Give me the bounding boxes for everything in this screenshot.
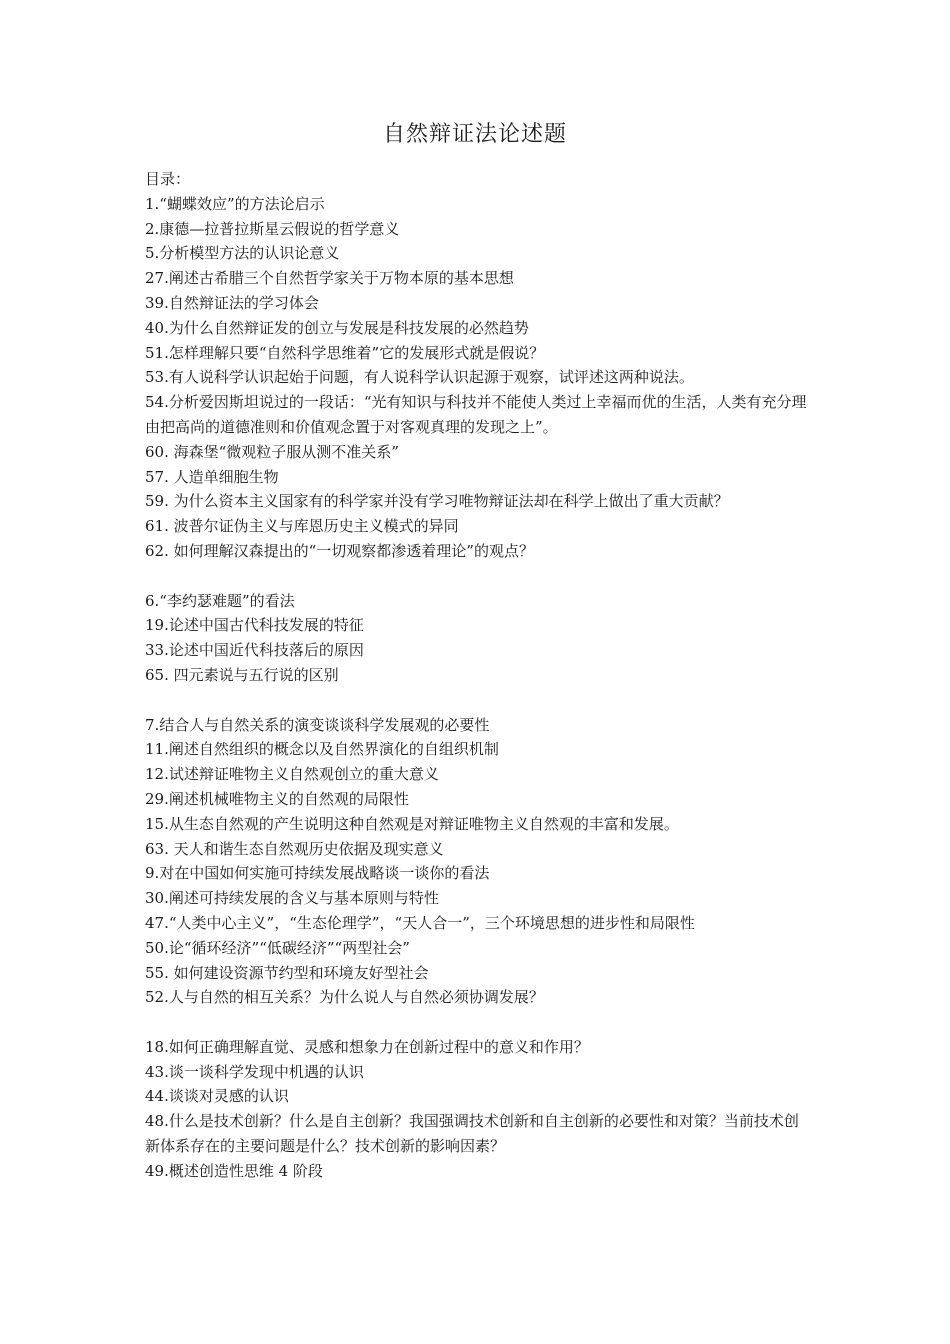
- toc-item: 65. 四元素说与五行说的区别: [145, 665, 339, 684]
- toc-item: 53.有人说科学认识起始于问题，有人说科学认识起源于观察，试评述这两种说法。: [145, 368, 694, 387]
- toc-item: 60. 海森堡“微观粒子服从测不准关系”: [145, 442, 399, 461]
- toc-item: 59. 为什么资本主义国家有的科学家并没有学习唯物辩证法却在科学上做出了重大贡献？: [145, 492, 729, 511]
- toc-item: 51.怎样理解只要“自然科学思维着”它的发展形式就是假说？: [145, 343, 545, 362]
- toc-item: 55. 如何建设资源节约型和环境友好型社会: [145, 963, 429, 982]
- toc-item: 9.对在中国如何实施可持续发展战略谈一谈你的看法: [145, 864, 490, 883]
- toc-item: 57. 人造单细胞生物: [145, 467, 279, 486]
- toc-item: 49.概述创造性思维 4 阶段: [145, 1161, 323, 1180]
- toc-item: 7.结合人与自然关系的演变谈谈科学发展观的必要性: [145, 715, 490, 734]
- toc-item: 27.阐述古希腊三个自然哲学家关于万物本原的基本思想: [145, 269, 514, 288]
- toc-item: 5.分析模型方法的认识论意义: [145, 244, 340, 263]
- toc-item: 19.论述中国古代科技发展的特征: [145, 616, 364, 635]
- toc-item: 30.阐述可持续发展的含义与基本原则与特性: [145, 889, 439, 908]
- section-gap: [145, 688, 810, 713]
- document-title: 自然辩证法论述题: [382, 122, 567, 147]
- toc-item: 43.谈一谈科学发现中机遇的认识: [145, 1062, 364, 1081]
- toc-item: 62. 如何理解汉森提出的“一切观察都渗透着理论”的观点？: [145, 541, 534, 560]
- toc-label: 目录：: [145, 170, 191, 188]
- toc-item: 1.“蝴蝶效应”的方法论启示: [145, 194, 325, 213]
- toc-item: 2.康德—拉普拉斯星云假说的哲学意义: [145, 219, 400, 238]
- toc-content: [145, 167, 810, 1184]
- toc-item: 50.论“循环经济”“低碳经济”“两型社会”: [145, 938, 410, 957]
- toc-item: 52.人与自然的相互关系？为什么说人与自然必须协调发展？: [145, 988, 544, 1007]
- section-gap: [145, 564, 810, 589]
- toc-item: 39.自然辩证法的学习体会: [145, 293, 319, 312]
- toc-item: 47.“人类中心主义”，“生态伦理学”，“天人合一”，三个环境思想的进步性和局限性: [145, 913, 695, 932]
- toc-item: 33.论述中国近代科技落后的原因: [145, 641, 364, 660]
- toc-item: 11.阐述自然组织的概念以及自然界演化的自组织机制: [145, 740, 499, 759]
- toc-item: 44.谈谈对灵感的认识: [145, 1087, 289, 1106]
- toc-item: 63. 天人和谐生态自然观历史依据及现实意义: [145, 839, 444, 858]
- section-gap: [145, 1010, 810, 1035]
- toc-item: 40.为什么自然辩证发的创立与发展是科技发展的必然趋势: [145, 318, 529, 337]
- toc-item: 15.从生态自然观的产生说明这种自然观是对辩证唯物主义自然观的丰富和发展。: [145, 814, 679, 833]
- toc-item: 61. 波普尔证伪主义与库恩历史主义模式的异同: [145, 517, 459, 536]
- toc-item: 54.分析爱因斯坦说过的一段话：“光有知识与科技并不能使人类过上幸福而优的生活，人类有充分理由把高尚的道德准则和价值观念置于对客观真理的发现之上”。: [145, 393, 807, 436]
- toc-item: 18.如何正确理解直觉、灵感和想象力在创新过程中的意义和作用？: [145, 1037, 589, 1056]
- toc-item: 6.“李约瑟难题”的看法: [145, 591, 295, 610]
- toc-item: 29.阐述机械唯物主义的自然观的局限性: [145, 789, 409, 808]
- toc-item: 12.试述辩证唯物主义自然观创立的重大意义: [145, 765, 439, 784]
- toc-item: 48.什么是技术创新？什么是自主创新？我国强调技术创新和自主创新的必要性和对策？当前技术创新体系存在的主要问题是什么？技术创新的影响因素？: [145, 1112, 799, 1156]
